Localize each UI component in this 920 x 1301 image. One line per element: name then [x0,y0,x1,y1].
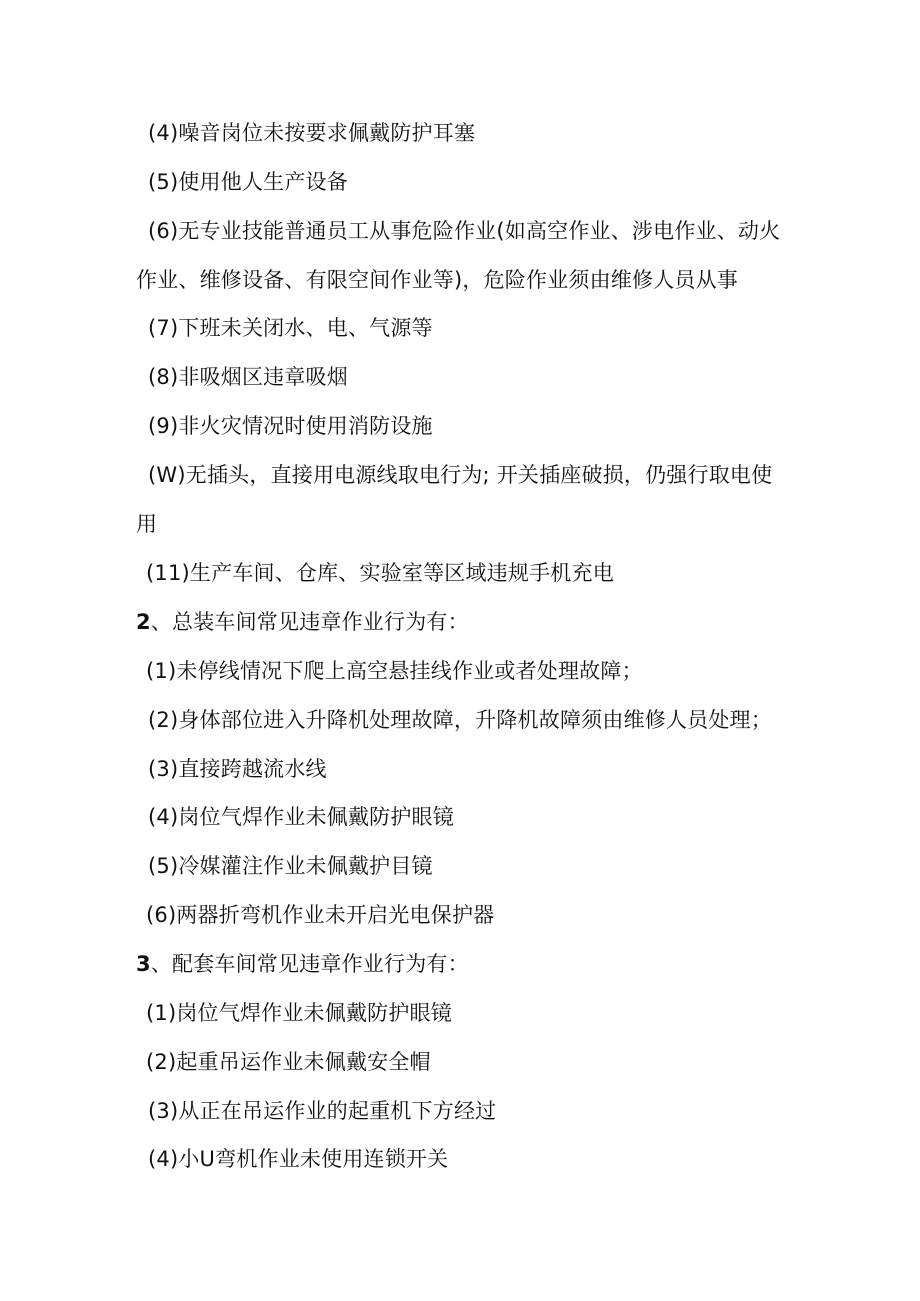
list-item: (1)未停线情况下爬上高空悬挂线作业或者处理故障； [146,659,643,683]
list-item: (7)下班未关闭水、电、气源等 [148,316,433,340]
list-item: (3)从正在吊运作业的起重机下方经过 [148,1099,497,1123]
list-item: (5)冷媒灌注作业未佩戴护目镜 [148,854,433,878]
list-item: (8)非吸烟区违章吸烟 [148,365,348,389]
section-heading [136,949,469,979]
section-number: 2 [136,610,151,634]
list-item: (4)小U弯机作业未使用连锁开关 [148,1147,449,1171]
list-item: (9)非火灾情况时使用消防设施 [148,414,433,438]
list-item-continuation: 作业、维修设备、有限空间作业等)，危险作业须由维修人员从事 [136,268,738,292]
list-item: (5)使用他人生产设备 [148,170,348,194]
list-item: (3)直接跨越流水线 [148,757,327,781]
section-heading-text: 、配套车间常见违章作业行为有： [150,952,469,976]
section-number: 3 [136,952,151,976]
list-item: (2)起重吊运作业未佩戴安全帽 [146,1050,431,1074]
section-heading [136,607,469,637]
list-item: (11)生产车间、仓库、实验室等区域违规手机充电 [146,561,614,585]
list-item: (4)噪音岗位未按要求佩戴防护耳塞 [148,121,476,145]
list-item: (1)岗位气焊作业未佩戴防护眼镜 [146,1001,452,1025]
list-item: (6)两器折弯机作业未开启光电保护器 [146,903,495,927]
list-item-continuation: 用 [136,512,158,536]
list-item: (6)无专业技能普通员工从事危险作业(如高空作业、涉电作业、动火 [148,219,781,243]
list-item: (W)无插头，直接用电源线取电行为; 开关插座破损，仍强行取电使 [148,463,773,487]
list-item: (2)身体部位进入升降机处理故障，升降机故障须由维修人员处理； [148,708,772,732]
section-heading-text: 、总装车间常见违章作业行为有： [150,610,469,634]
list-item: (4)岗位气焊作业未佩戴防护眼镜 [148,805,454,829]
